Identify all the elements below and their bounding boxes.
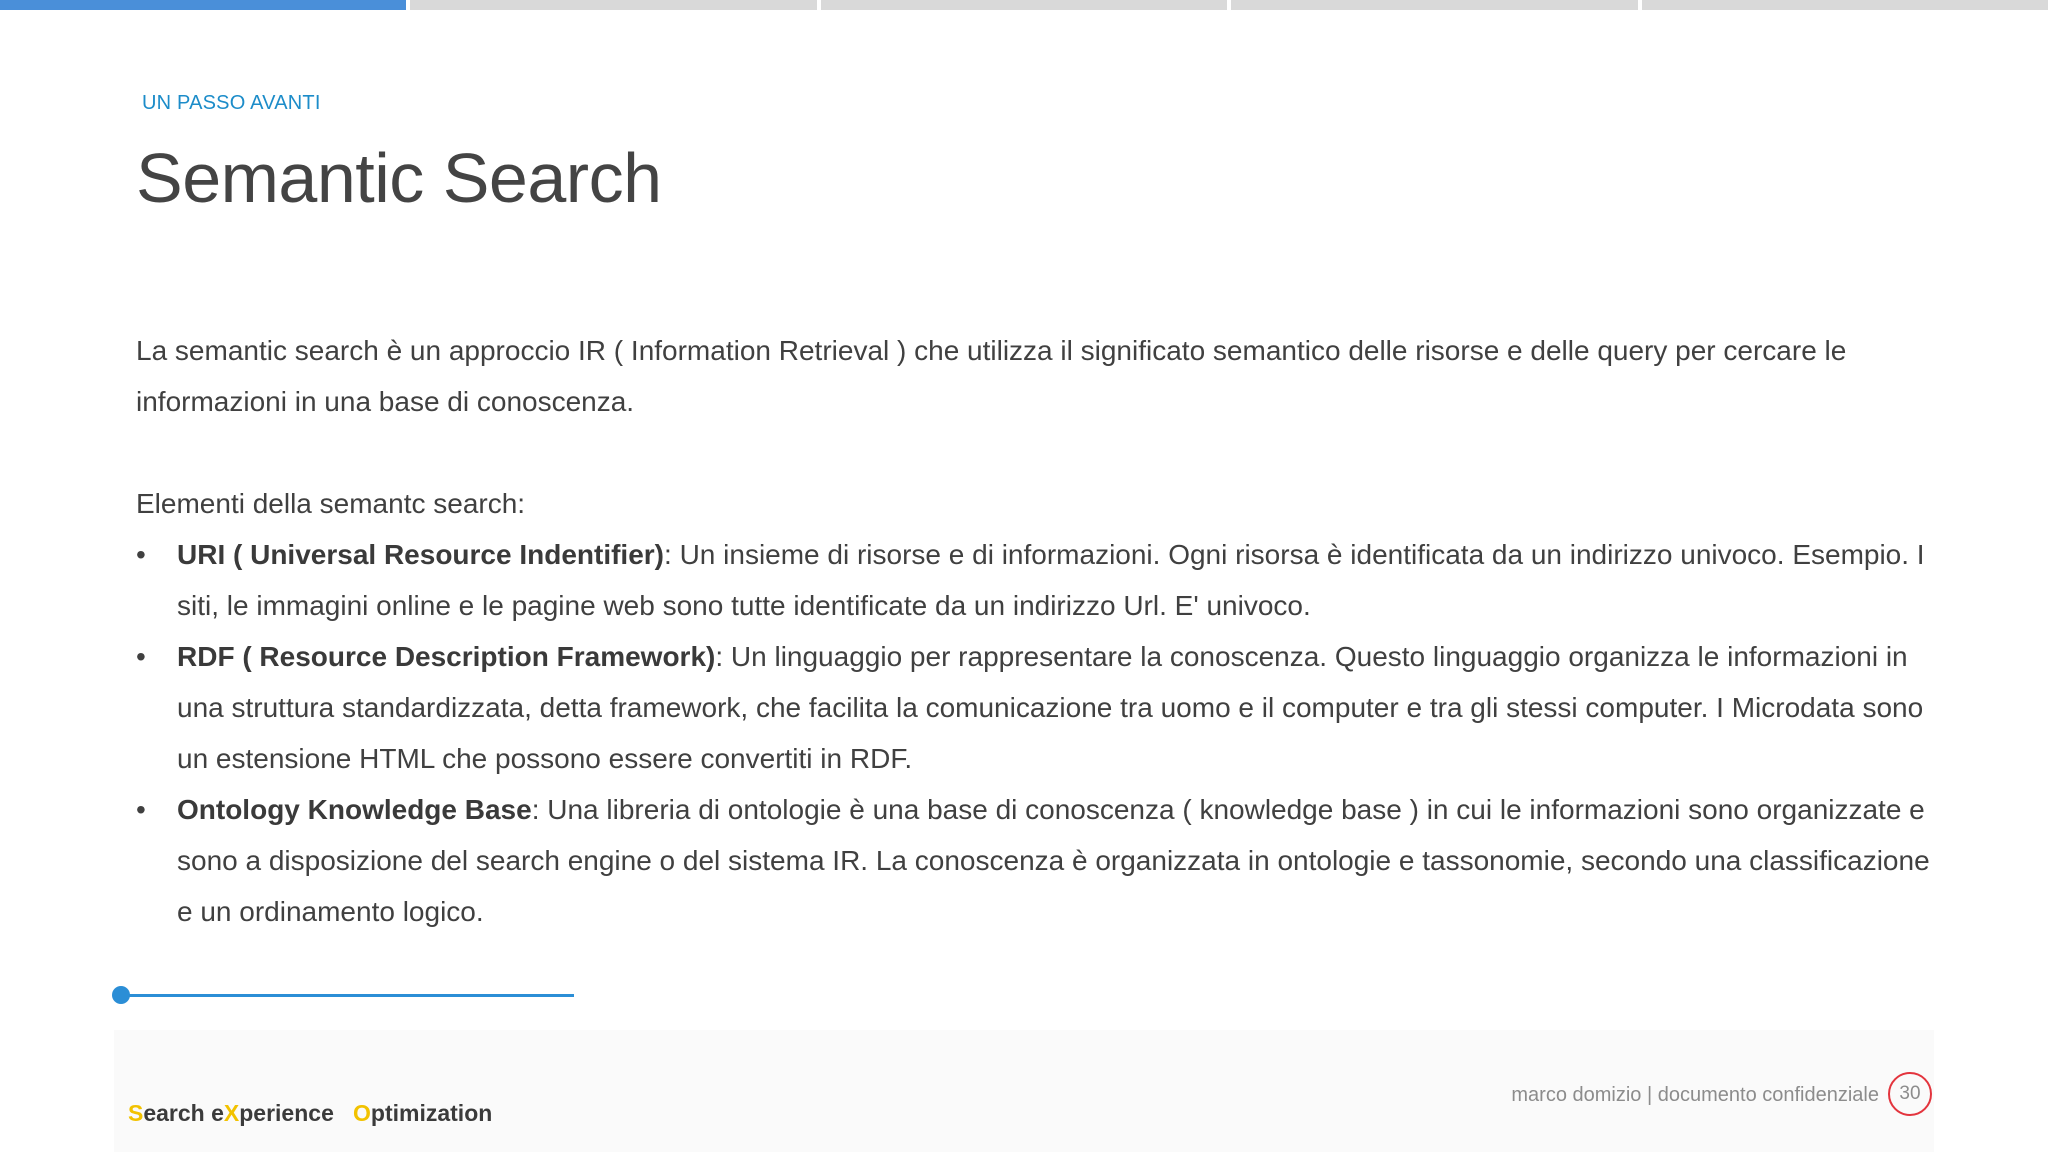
list-item-text: : Un insieme di risorse e di informazioni. Ogni risorsa è identificata da un indirizzo univoco. Esempio. I siti, le immagini online e le pagine web sono tutte identificate da un indirizzo Url. E' univoco. <box>177 539 1925 621</box>
page-title: Semantic Search <box>136 139 662 217</box>
elements-list <box>136 529 1936 937</box>
list-item-rdf <box>136 631 1936 784</box>
divider-line <box>121 994 574 997</box>
progress-segment-3 <box>821 0 1227 10</box>
progress-segment-5 <box>1642 0 2048 10</box>
list-item-text: : Una libreria di ontologie è una base di conoscenza ( knowledge base ) in cui le informazioni sono organizzate e sono a disposizione del search engine o del sistema IR. La conoscenza è organizzata in ontologie e tassonomie, secondo una classificazione e un ordinamento logico. <box>177 794 1930 927</box>
progress-segment-4 <box>1231 0 1637 10</box>
elements-heading: Elementi della semantc search: <box>136 488 526 519</box>
brand-logo: Search eXperience Optimization <box>128 1100 493 1126</box>
bullet-icon: • <box>136 539 146 570</box>
bullet-icon: • <box>136 794 146 825</box>
bullet-icon: • <box>136 641 146 672</box>
footer-note: marco domizio | documento confidenziale <box>1511 1084 1879 1106</box>
progress-segment-1 <box>0 0 406 10</box>
list-item-term: RDF ( Resource Description Framework) <box>177 641 716 672</box>
progress-segment-2 <box>410 0 816 10</box>
divider-dot-icon <box>112 986 130 1004</box>
list-item-ontology <box>136 784 1936 937</box>
list-item-term: Ontology Knowledge Base <box>177 794 532 825</box>
paragraph-spacer <box>136 427 1936 478</box>
intro-paragraph: La semantic search è un approccio IR ( Information Retrieval ) che utilizza il significato semantico delle risorse e delle query per cercare le informazioni in una base di conoscenza. <box>136 335 1847 417</box>
slide-body <box>136 325 1936 937</box>
section-kicker: UN PASSO AVANTI <box>142 92 321 114</box>
list-item-text: : Un linguaggio per rappresentare la conoscenza. Questo linguaggio organizza le informazioni in una struttura standardizzata, detta framework, che facilita la comunicazione tra uomo e il computer e tra gli stessi computer. I Microdata sono un estensione HTML che possono essere convertiti in RDF. <box>177 641 1924 774</box>
list-item-uri <box>136 529 1936 631</box>
progress-bar <box>0 0 2048 10</box>
list-item-term: URI ( Universal Resource Indentifier) <box>177 539 665 570</box>
page-number-badge: 30 <box>1888 1072 1932 1116</box>
decorative-divider <box>112 986 574 1004</box>
